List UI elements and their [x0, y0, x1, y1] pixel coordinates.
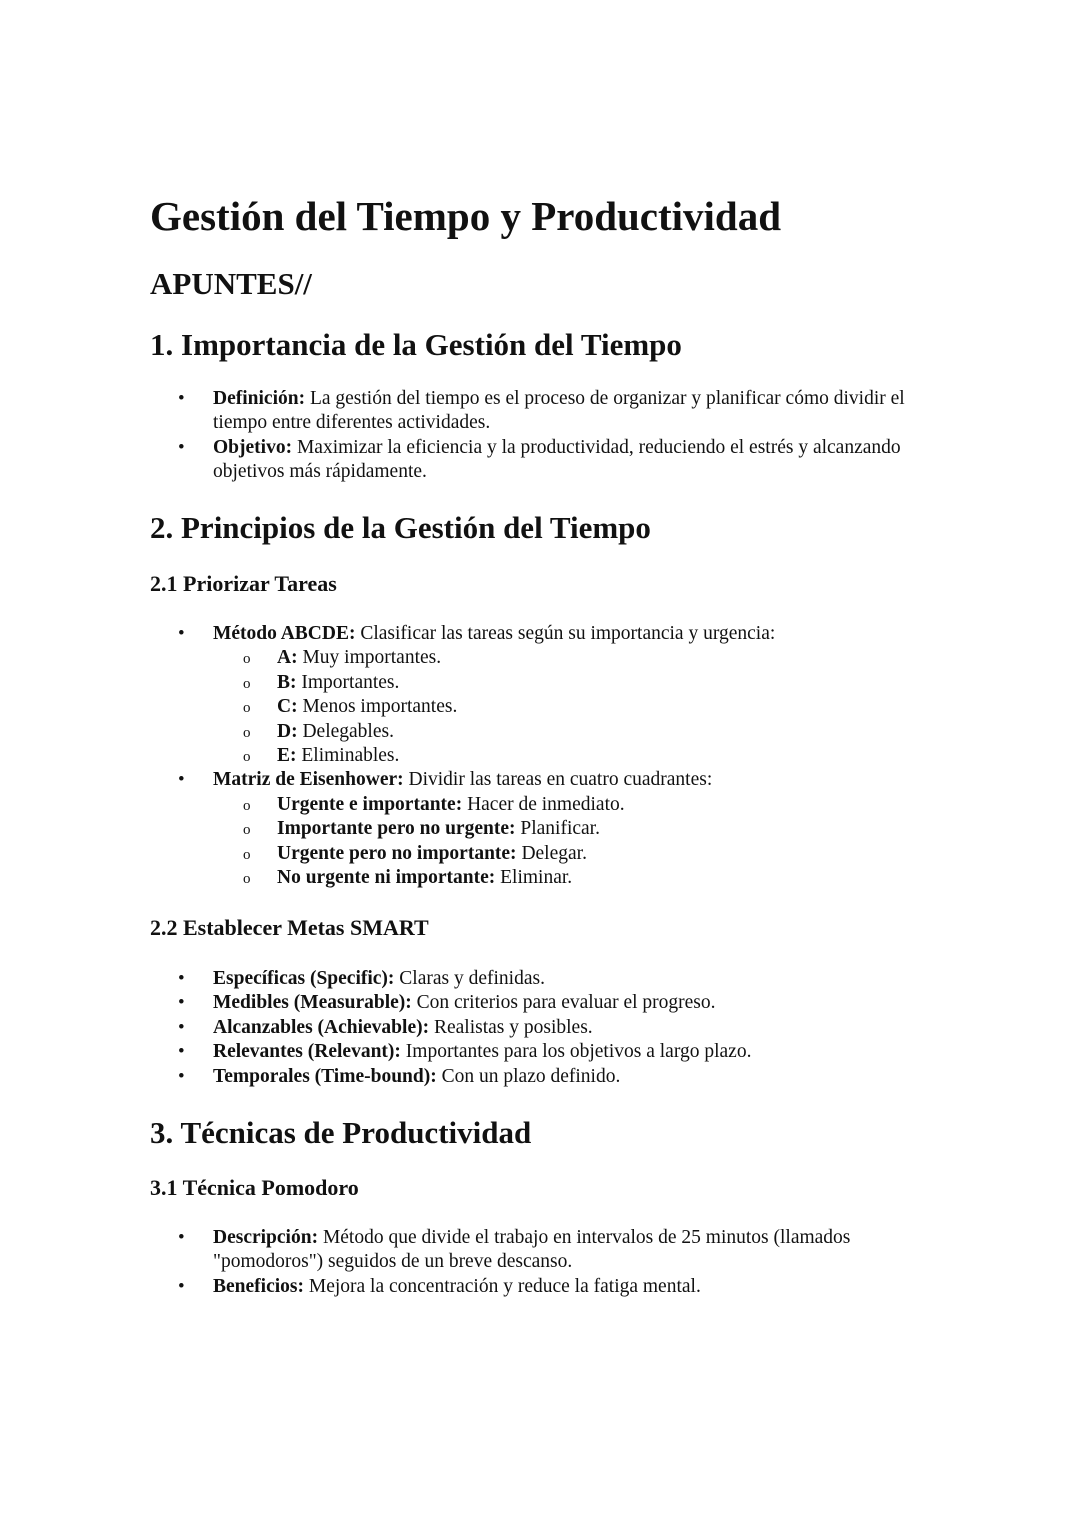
section-2-heading: 2. Principios de la Gestión del Tiempo [150, 510, 651, 545]
sublist-item [213, 646, 940, 670]
item-term: A: [277, 647, 298, 669]
item-text: Maximizar la eficiencia y la productividad, reduciendo el estrés y alcanzando objetivos más rápidamente. [213, 436, 901, 483]
item-term: D: [277, 720, 298, 742]
item-term: E: [277, 745, 297, 767]
item-text: Planificar. [515, 818, 600, 840]
sublist-item [213, 842, 940, 866]
sublist-item [213, 744, 940, 768]
sublist-item [213, 793, 940, 817]
sublist-item [213, 817, 940, 841]
list-item-temporales [150, 1065, 940, 1089]
item-term: Específicas (Specific): [213, 968, 395, 989]
item-term: Descripción: [213, 1227, 319, 1248]
item-term: Temporales (Time-bound): [213, 1065, 437, 1087]
section-1-heading: 1. Importancia de la Gestión del Tiempo [150, 327, 682, 362]
item-text: Muy importantes. [297, 647, 442, 669]
item-text: Con un plazo definido. [436, 1065, 621, 1087]
item-text: Clasificar las tareas según su importancia y urgencia: [355, 623, 776, 644]
section-1-list [150, 387, 940, 485]
item-text: Mejora la concentración y reduce la fatiga mental. [303, 1275, 701, 1297]
item-term: Matriz de Eisenhower: [213, 769, 404, 791]
item-text: Realistas y posibles. [429, 1016, 593, 1038]
list-item-medibles [150, 991, 940, 1015]
subsection-3-1-heading: 3.1 Técnica Pomodoro [150, 1175, 359, 1200]
subsection-2-2-heading: 2.2 Establecer Metas SMART [150, 915, 429, 940]
item-term: Importante pero no urgente: [277, 818, 516, 840]
sublist-item [213, 695, 940, 719]
sublist-item [213, 720, 940, 744]
item-term: Alcanzables (Achievable): [213, 1016, 430, 1038]
list-item-descripcion [150, 1226, 940, 1275]
item-text: La gestión del tiempo es el proceso de organizar y planificar cómo dividir el tiempo entre diferentes actividades. [213, 388, 905, 434]
item-term: Objetivo: [213, 436, 293, 458]
sublist-item [213, 866, 940, 890]
section-2-2-list [150, 967, 940, 1089]
item-text: Método que divide el trabajo en intervalos de 25 minutos (llamados "pomodoros") seguidos de un breve descanso. [213, 1227, 851, 1273]
item-term: Urgente e importante: [277, 793, 463, 815]
item-text: Importantes para los objetivos a largo plazo. [400, 1041, 752, 1063]
item-text: Delegables. [297, 720, 394, 742]
document-title: Gestión del Tiempo y Productividad [150, 193, 782, 239]
section-2-1-list [150, 622, 940, 890]
item-term: Método ABCDE: [213, 623, 356, 644]
list-item-definicion [150, 387, 940, 436]
item-term: Beneficios: [213, 1275, 304, 1297]
list-item-beneficios [150, 1275, 940, 1299]
section-3-heading: 3. Técnicas de Productividad [150, 1115, 532, 1150]
item-term: Definición: [213, 388, 306, 409]
item-text: Menos importantes. [297, 696, 458, 718]
item-text: Claras y definidas. [394, 968, 545, 989]
item-text: Eliminar. [495, 867, 573, 889]
list-item-matriz-eisenhower [150, 768, 940, 890]
item-text: Dividir las tareas en cuatro cuadrantes: [403, 769, 713, 791]
section-3-1-list [150, 1226, 940, 1299]
item-text: Hacer de inmediato. [462, 793, 625, 815]
item-term: No urgente ni importante: [277, 867, 496, 889]
abcde-sublist [213, 646, 940, 768]
item-text: Con criterios para evaluar el progreso. [411, 992, 716, 1014]
item-term: Relevantes (Relevant): [213, 1041, 401, 1063]
document-subtitle: APUNTES// [150, 266, 312, 301]
list-item-objetivo [150, 436, 940, 485]
item-text: Delegar. [516, 842, 587, 864]
sublist-item [213, 671, 940, 695]
item-term: C: [277, 696, 298, 718]
item-text: Importantes. [296, 671, 400, 693]
list-item-alcanzables [150, 1016, 940, 1040]
eisenhower-sublist [213, 793, 940, 891]
list-item-metodo-abcde [150, 622, 940, 768]
item-term: Urgente pero no importante: [277, 842, 517, 864]
list-item-especificas [150, 967, 940, 991]
item-text: Eliminables. [296, 745, 400, 767]
list-item-relevantes [150, 1040, 940, 1064]
item-term: B: [277, 671, 297, 693]
subsection-2-1-heading: 2.1 Priorizar Tareas [150, 571, 337, 596]
item-term: Medibles (Measurable): [213, 992, 412, 1014]
